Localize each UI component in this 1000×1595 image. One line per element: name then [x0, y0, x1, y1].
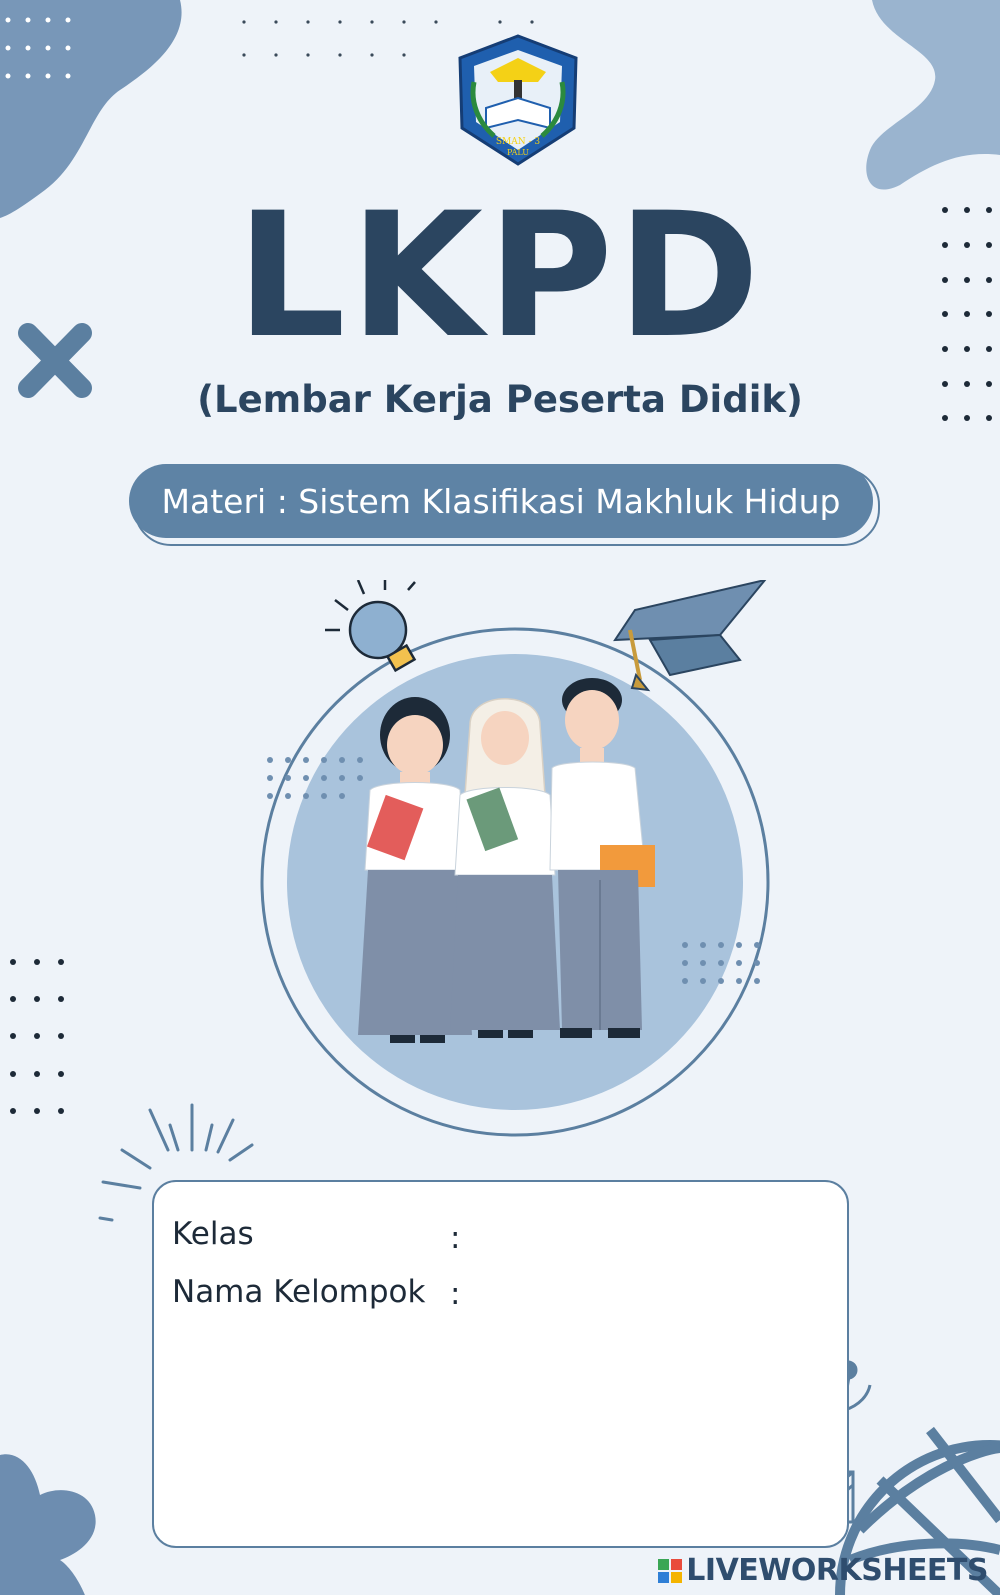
topic-pill: [129, 464, 873, 538]
page-subtitle: (Lembar Kerja Peserta Didik): [197, 378, 803, 421]
field-colon-nama-kelompok: :: [450, 1276, 461, 1312]
top-right-blob: [866, 0, 1000, 190]
watermark-text: LIVEWORKSHEETS: [686, 1553, 988, 1588]
page-title: LKPD: [236, 175, 764, 376]
graduation-cap-icon: [615, 580, 765, 690]
field-label-kelas: Kelas: [172, 1216, 254, 1252]
liveworksheets-logo-icon: [658, 1559, 682, 1583]
lightbulb-icon: [325, 580, 415, 670]
field-colon-kelas: :: [450, 1220, 461, 1256]
logo-text-line2: PALU: [506, 148, 530, 157]
liveworksheets-watermark: [658, 1553, 988, 1588]
students-illustration: [240, 580, 800, 1150]
logo-text-line1: SMAN - 3: [495, 137, 541, 147]
dots-left-lower: [10, 959, 64, 1114]
student-info-box: [152, 1180, 849, 1548]
top-left-blob: [0, 0, 182, 218]
school-logo: [450, 32, 586, 168]
topic-label: Materi : Sistem Klasifikasi Makhluk Hidup: [161, 481, 841, 521]
field-label-nama-kelompok: Nama Kelompok: [172, 1274, 426, 1310]
bottom-left-blob: [0, 1454, 96, 1595]
